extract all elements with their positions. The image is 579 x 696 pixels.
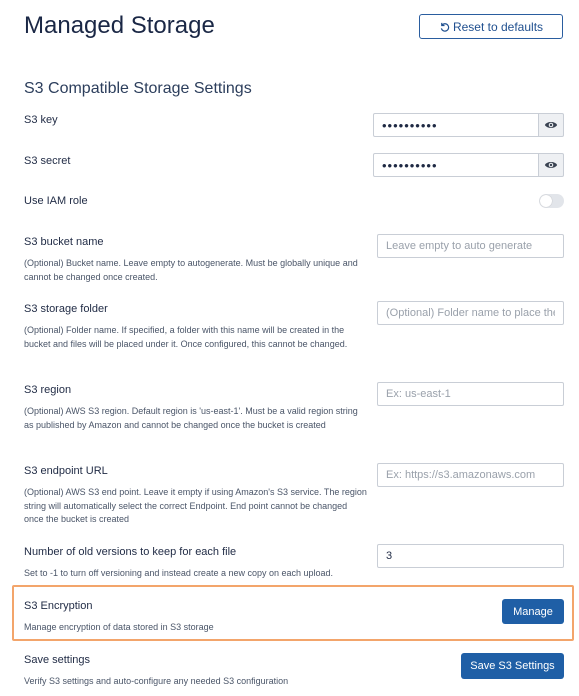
manage-encryption-button[interactable]: Manage: [502, 599, 564, 624]
bucket-name-description: (Optional) Bucket name. Leave empty to autogenerate. Must be globally unique and cannot be changed once created.: [24, 258, 358, 282]
region-input[interactable]: [377, 382, 564, 406]
endpoint-description: (Optional) AWS S3 end point. Leave it empty if using Amazon's S3 service. The region string will automatically select the correct Endpoint. End point cannot be changed once the bucket is created: [24, 487, 367, 524]
save-s3-settings-button[interactable]: Save S3 Settings: [461, 653, 564, 679]
reset-label: Reset to defaults: [452, 19, 544, 34]
endpoint-input[interactable]: [377, 463, 564, 487]
iam-role-toggle[interactable]: [539, 194, 564, 208]
versions-input[interactable]: [377, 544, 564, 568]
region-description: (Optional) AWS S3 region. Default region is 'us-east-1'. Must be a valid region string as published by Amazon and cannot be changed once the bucket is created: [24, 406, 358, 430]
versions-label: Number of old versions to keep for each file: [24, 546, 237, 558]
s3-secret-label: S3 secret: [24, 155, 71, 167]
iam-role-label: Use IAM role: [24, 195, 88, 207]
storage-folder-label: S3 storage folder: [24, 303, 108, 315]
s3-secret-field: [373, 153, 564, 177]
undo-arrow-icon: [439, 21, 450, 32]
bucket-name-input[interactable]: [377, 234, 564, 258]
encryption-description: Manage encryption of data stored in S3 storage: [24, 622, 214, 632]
eye-icon: [544, 158, 558, 172]
s3-key-field: [373, 113, 564, 137]
bucket-name-label: S3 bucket name: [24, 236, 104, 248]
save-settings-description: Verify S3 settings and auto-configure any needed S3 configuration: [24, 676, 289, 686]
eye-icon: [544, 118, 558, 132]
region-label: S3 region: [24, 384, 72, 396]
s3-key-label: S3 key: [24, 114, 58, 126]
s3-secret-input[interactable]: ••••••••••: [373, 153, 539, 177]
reset-to-defaults-button[interactable]: [419, 14, 563, 39]
storage-folder-input[interactable]: [377, 301, 564, 325]
versions-description: Set to -1 to turn off versioning and instead create a new copy on each upload.: [24, 568, 334, 578]
s3-key-reveal-button[interactable]: [539, 113, 564, 137]
s3-key-input[interactable]: ••••••••••: [373, 113, 539, 137]
toggle-knob: [540, 195, 552, 207]
section-title: S3 Compatible Storage Settings: [24, 80, 252, 97]
endpoint-label: S3 endpoint URL: [24, 465, 108, 477]
s3-secret-reveal-button[interactable]: [539, 153, 564, 177]
encryption-label: S3 Encryption: [24, 600, 93, 612]
page-title: Managed Storage: [24, 12, 215, 39]
save-settings-label: Save settings: [24, 654, 91, 666]
storage-folder-description: (Optional) Folder name. If specified, a folder with this name will be created in the bucket and files will be placed under it. Once configured, this cannot be changed.: [24, 325, 348, 349]
